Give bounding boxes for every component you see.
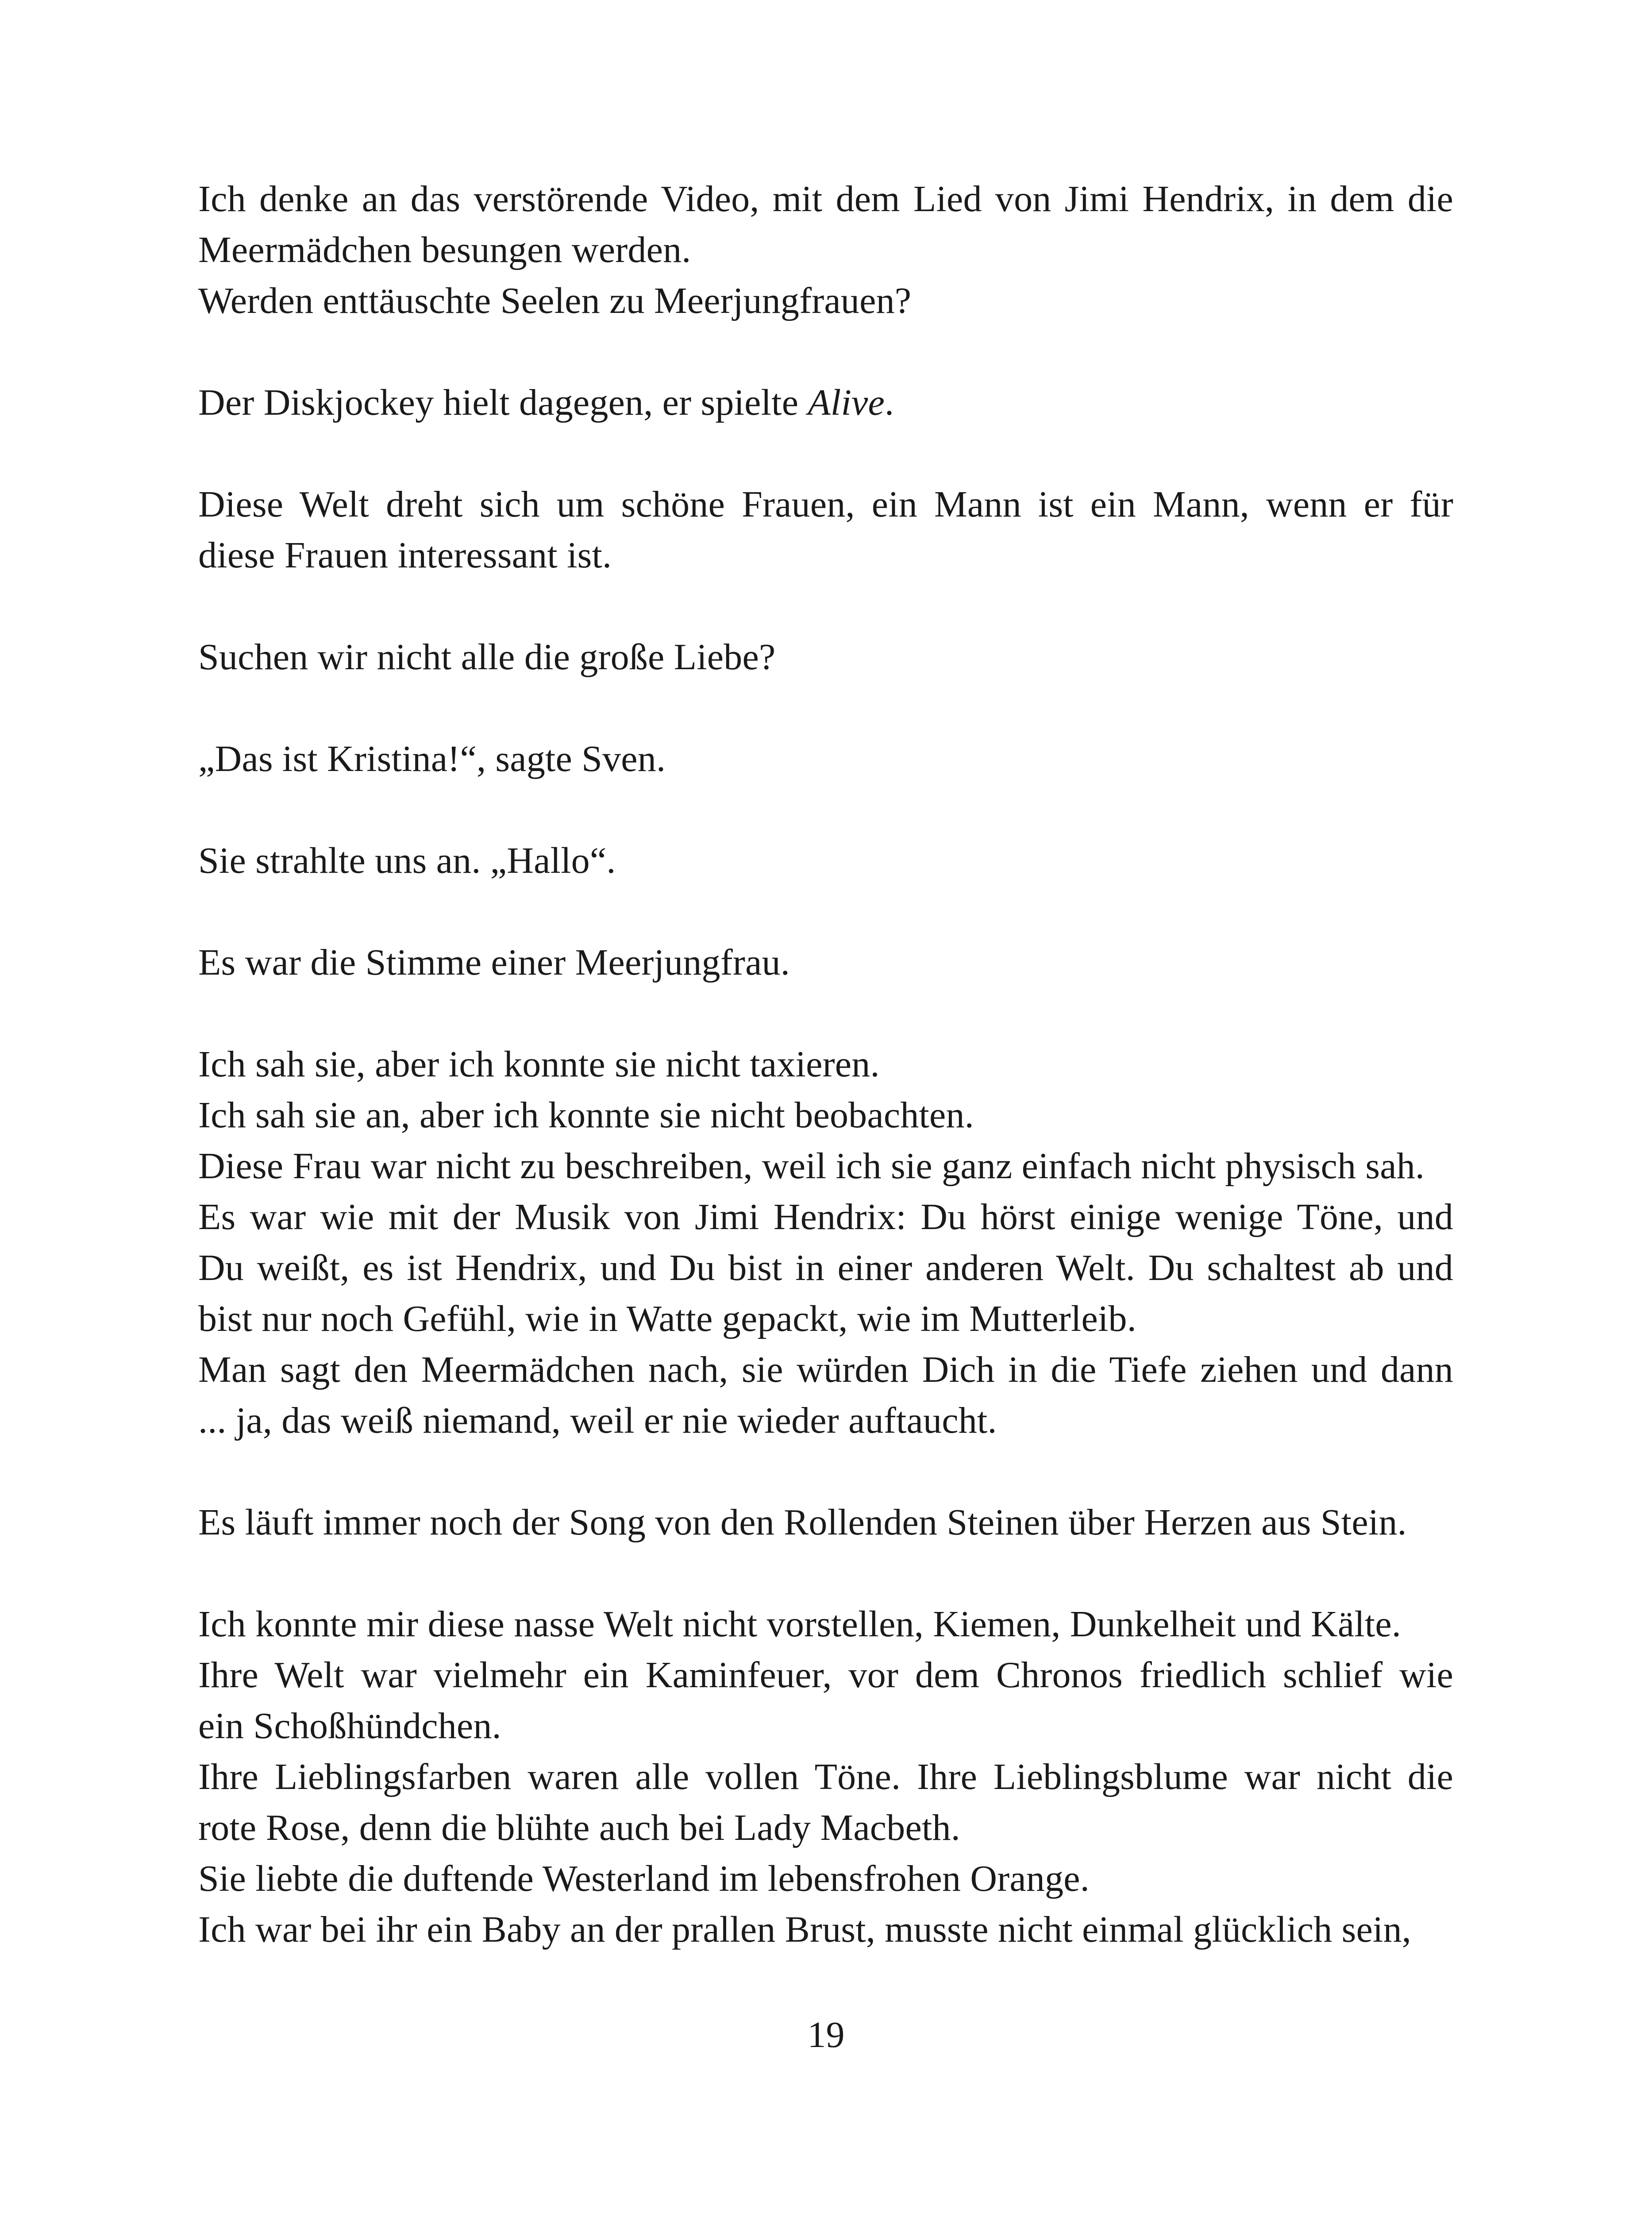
paragraph <box>198 377 1453 428</box>
paragraph <box>198 479 1453 581</box>
paragraph <box>198 937 1453 988</box>
song-title: Alive <box>808 382 885 423</box>
text-line: ... ja, das weiß niemand, weil er nie wieder auftaucht. <box>198 1400 997 1441</box>
text-line: Du weißt, es ist Hendrix, und Du bist in einer anderen Welt. Du schaltest ab und <box>198 1247 1453 1288</box>
text-line: diese Frauen interessant ist. <box>198 535 612 576</box>
paragraph <box>198 733 1453 784</box>
text-line: Ich denke an das verstörende Video, mit dem Lied von Jimi Hendrix, in dem die <box>198 178 1453 220</box>
text-fragment: Der Diskjockey hielt dagegen, er spielte <box>198 382 808 423</box>
text-line <box>198 377 1453 428</box>
text-line: Ich konnte mir diese nasse Welt nicht vorstellen, Kiemen, Dunkelheit und Kälte. <box>198 1604 1402 1645</box>
text-line: Suchen wir nicht alle die große Liebe? <box>198 636 776 678</box>
text-line: ein Schoßhündchen. <box>198 1705 501 1746</box>
text-line: Es war wie mit der Musik von Jimi Hendrix: Du hörst einige wenige Töne, und <box>198 1196 1453 1238</box>
text-line: rote Rose, denn die blühte auch bei Lady Macbeth. <box>198 1807 960 1848</box>
paragraph <box>198 1599 1453 1955</box>
paragraph <box>198 835 1453 886</box>
text-line: Man sagt den Meermädchen nach, sie würden Dich in die Tiefe ziehen und dann <box>198 1349 1453 1390</box>
text-line: Werden enttäuschte Seelen zu Meerjungfrauen? <box>198 280 912 321</box>
text-line: Diese Frau war nicht zu beschreiben, weil ich sie ganz einfach nicht physisch sah. <box>198 1145 1425 1187</box>
text-line: Ich sah sie, aber ich konnte sie nicht taxieren. <box>198 1044 880 1085</box>
paragraph <box>198 632 1453 682</box>
paragraph <box>198 173 1453 326</box>
page-number: 19 <box>807 2014 845 2055</box>
text-line: Sie liebte die duftende Westerland im lebensfrohen Orange. <box>198 1858 1090 1899</box>
text-line: Ich sah sie an, aber ich konnte sie nicht beobachten. <box>198 1095 974 1136</box>
text-line: bist nur noch Gefühl, wie in Watte gepackt, wie im Mutterleib. <box>198 1298 1136 1339</box>
text-line: Es läuft immer noch der Song von den Rollenden Steinen über Herzen aus Stein. <box>198 1502 1407 1543</box>
text-line: „Das ist Kristina!“, sagte Sven. <box>198 738 666 779</box>
paragraph <box>198 1039 1453 1446</box>
text-line: Es war die Stimme einer Meerjungfrau. <box>198 942 790 983</box>
text-fragment: . <box>884 382 894 423</box>
text-line: Sie strahlte uns an. „Hallo“. <box>198 840 616 881</box>
text-line: Diese Welt dreht sich um schöne Frauen, ein Mann ist ein Mann, wenn er für <box>198 484 1453 525</box>
body-text <box>198 173 1453 1955</box>
text-line: Meermädchen besungen werden. <box>198 229 691 270</box>
text-line: Ich war bei ihr ein Baby an der prallen Brust, musste nicht einmal glücklich sein, <box>198 1909 1411 1950</box>
text-line: Ihre Lieblingsfarben waren alle vollen Töne. Ihre Lieblingsblume war nicht die <box>198 1756 1453 1797</box>
paragraph <box>198 1497 1453 1548</box>
text-line: Ihre Welt war vielmehr ein Kaminfeuer, vor dem Chronos friedlich schlief wie <box>198 1654 1453 1696</box>
